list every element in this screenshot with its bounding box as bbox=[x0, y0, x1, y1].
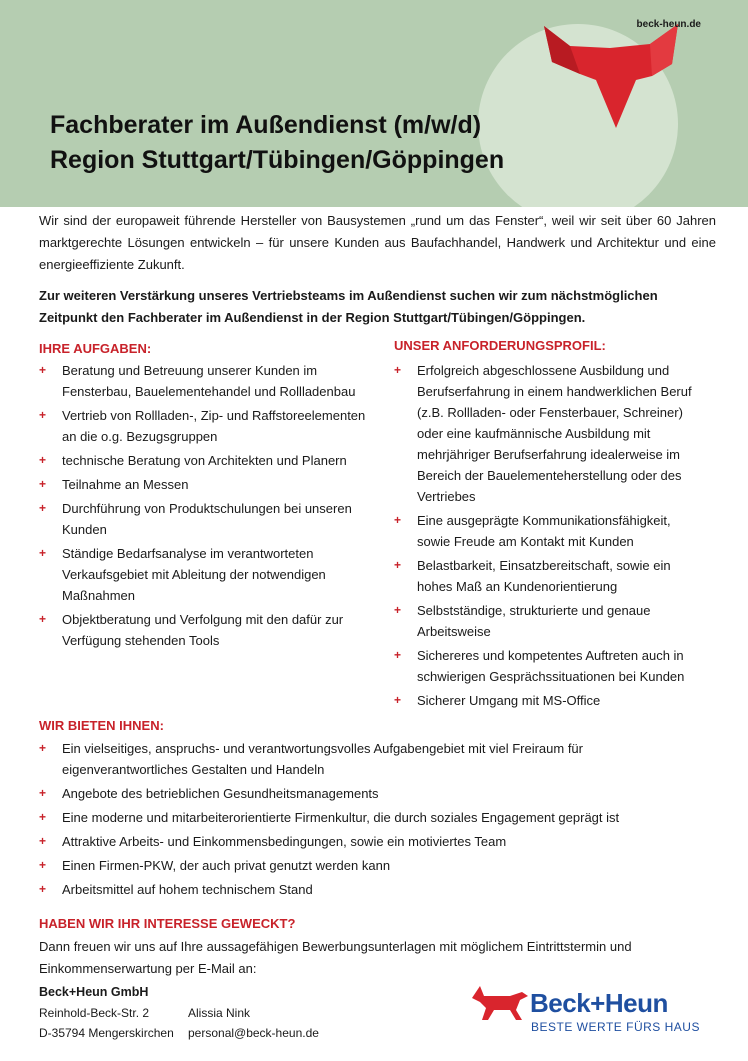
plus-icon: + bbox=[39, 834, 47, 848]
list-item: + Sichereres und kompetentes Auftreten auch in schwierigen Gesprächssituationen bei Kunden bbox=[394, 645, 704, 687]
list-item: + Eine moderne und mitarbeiterorientierte Firmenkultur, die durch soziales Engagement geprägt ist bbox=[39, 807, 699, 828]
plus-icon: + bbox=[394, 363, 402, 377]
list-item: + Erfolgreich abgeschlossene Ausbildung und Berufserfahrung in einem handwerklichen Beruf (z.B. Rollladen- oder Fensterbauer, Schreiner) oder eine kaufmännische Ausbildung mit mehrjähriger Berufserfahrung idealerweise im Bereich der Bauelementeherstellung oder des Vertriebes bbox=[394, 360, 704, 507]
website-url[interactable]: beck-heun.de bbox=[636, 19, 701, 30]
list-item: + technische Beratung von Architekten und Planern bbox=[39, 450, 367, 471]
list-item: + Attraktive Arbeits- und Einkommensbedingungen, sowie ein motiviertes Team bbox=[39, 831, 699, 852]
profile-list bbox=[394, 360, 704, 714]
list-item: + Sicherer Umgang mit MS-Office bbox=[394, 690, 704, 711]
list-item: + Arbeitsmittel auf hohem technischem Stand bbox=[39, 879, 699, 900]
company-logo bbox=[470, 982, 710, 1042]
list-item: + Einen Firmen-PKW, der auch privat genutzt werden kann bbox=[39, 855, 699, 876]
plus-icon: + bbox=[394, 513, 402, 527]
page-title bbox=[50, 108, 504, 178]
plus-icon: + bbox=[394, 558, 402, 572]
plus-icon: + bbox=[39, 612, 47, 626]
list-item: + Vertrieb von Rollladen-, Zip- und Raffstoreelementen an die o.g. Bezugsgruppen bbox=[39, 405, 367, 447]
list-item: + Beratung und Betreuung unserer Kunden im Fensterbau, Bauelementehandel und Rollladenbau bbox=[39, 360, 367, 402]
plus-icon: + bbox=[39, 882, 47, 896]
contact-paragraph: Dann freuen wir uns auf Ihre aussagefähigen Bewerbungsunterlagen mit möglichem Eintrittstermin und Einkommenserwartung per E-Mail an: bbox=[39, 939, 632, 976]
offer-heading: WIR BIETEN IHNEN: bbox=[39, 718, 164, 733]
list-item: + Objektberatung und Verfolgung mit den dafür zur Verfügung stehenden Tools bbox=[39, 609, 367, 651]
logo-slogan: BESTE WERTE FÜRS HAUS bbox=[531, 1020, 700, 1034]
header-banner bbox=[0, 0, 748, 207]
offer-list bbox=[39, 738, 699, 903]
intro-paragraph: Wir sind der europaweit führende Hersteller von Bausystemen „rund um das Fenster“, weil wir seit über 60 Jahren marktgerechte Lösungen entwickeln – für unsere Kunden aus Baufachhandel, Handwerk und Architektur und eine energieeffiziente Zukunft. bbox=[39, 213, 716, 272]
tasks-list bbox=[39, 360, 367, 654]
list-item: + Teilnahme an Messen bbox=[39, 474, 367, 495]
plus-icon: + bbox=[39, 501, 47, 515]
plus-icon: + bbox=[39, 810, 47, 824]
plus-icon: + bbox=[39, 408, 47, 422]
plus-icon: + bbox=[394, 603, 402, 617]
plus-icon: + bbox=[39, 363, 47, 377]
title-line-2: Region Stuttgart/Tübingen/Göppingen bbox=[50, 146, 505, 174]
lead-paragraph: Zur weiteren Verstärkung unseres Vertriebsteams im Außendienst suchen wir zum nächstmöglichen Zeitpunkt den Fachberater im Außendienst in der Region Stuttgart/Tübingen/Göppingen. bbox=[39, 288, 658, 325]
fox-logo-icon bbox=[470, 984, 530, 1024]
list-item: + Belastbarkeit, Einsatzbereitschaft, sowie ein hohes Maß an Kundenorientierung bbox=[394, 555, 704, 597]
fox-head-graphic bbox=[540, 18, 690, 148]
logo-brand-text: Beck+Heun bbox=[530, 988, 668, 1018]
list-item: + Eine ausgeprägte Kommunikationsfähigkeit, sowie Freude am Kontakt mit Kunden bbox=[394, 510, 704, 552]
street-address: Reinhold-Beck-Str. 2 bbox=[39, 1006, 150, 1020]
tasks-heading: IHRE AUFGABEN: bbox=[39, 341, 152, 356]
plus-icon: + bbox=[39, 453, 47, 467]
list-item: + Ein vielseitiges, anspruchs- und verantwortungsvolles Aufgabengebiet mit viel Freiraum für eigenverantwortliches Gestalten und Handeln bbox=[39, 738, 699, 780]
profile-heading: UNSER ANFORDERUNGSPROFIL: bbox=[394, 338, 606, 353]
list-item: + Durchführung von Produktschulungen bei unseren Kunden bbox=[39, 498, 367, 540]
plus-icon: + bbox=[394, 648, 402, 662]
plus-icon: + bbox=[39, 786, 47, 800]
plus-icon: + bbox=[39, 858, 47, 872]
contact-person: Alissia Nink bbox=[188, 1006, 251, 1020]
company-name: Beck+Heun GmbH bbox=[39, 985, 149, 999]
list-item: + Angebote des betrieblichen Gesundheitsmanagements bbox=[39, 783, 699, 804]
city-address: D-35794 Mengerskirchen bbox=[39, 1026, 174, 1040]
plus-icon: + bbox=[39, 546, 47, 560]
contact-heading: HABEN WIR IHR INTERESSE GEWECKT? bbox=[39, 916, 296, 931]
list-item: + Ständige Bedarfsanalyse im verantworteten Verkaufsgebiet mit Ableitung der notwendigen Maßnahmen bbox=[39, 543, 367, 606]
plus-icon: + bbox=[39, 477, 47, 491]
contact-email[interactable]: personal@beck-heun.de bbox=[188, 1026, 319, 1040]
plus-icon: + bbox=[39, 741, 47, 755]
list-item: + Selbstständige, strukturierte und genaue Arbeitsweise bbox=[394, 600, 704, 642]
title-line-1: Fachberater im Außendienst (m/w/d) bbox=[50, 111, 482, 139]
plus-icon: + bbox=[394, 693, 402, 707]
